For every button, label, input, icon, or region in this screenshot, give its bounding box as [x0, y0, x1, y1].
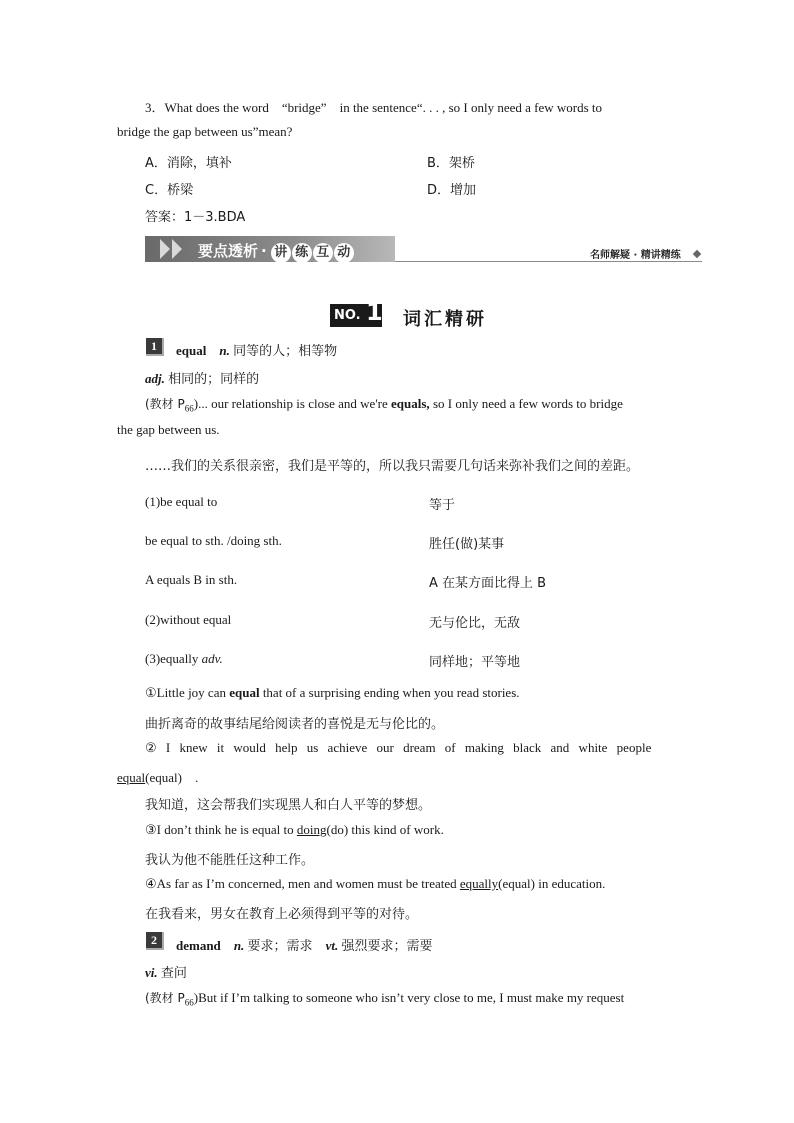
example-2-cn: 我知道，这会帮我们实现黑人和白人平等的梦想。: [145, 798, 432, 813]
demand-source-line: (教材 $P_{66})But$ if I’m talking to someone who isn’t very close to me, I must make my request: [145, 990, 625, 1008]
entry-number-badge: 2: [146, 932, 164, 950]
phrase-4-cn: 无与伦比，无敌: [429, 616, 521, 631]
banner-title: 要点透析 · 讲 练 互 动: [198, 240, 354, 263]
q3-option-d: D．增加: [427, 183, 477, 198]
q3-answer: 答案：1－3.BDA: [145, 210, 246, 225]
phrase-4-en: (2)without equal: [145, 612, 232, 627]
phrase-3-en: A equals B in sth.: [145, 572, 238, 587]
phrase-1-en: (1)be equal to: [145, 494, 218, 509]
example-1-cn: 曲折离奇的故事结尾给阅读者的喜悦是无与伦比的。: [145, 717, 445, 732]
q3-option-b: B．架桥: [427, 156, 475, 171]
example-2-line2: equal(equal) .: [117, 770, 199, 785]
equal-translation: ……我们的关系很亲密，我们是平等的，所以我只需要几句话来弥补我们之间的差距。: [145, 459, 640, 474]
phrase-2-en: be equal to sth. /doing sth.: [145, 533, 282, 548]
example-3-cn: 我认为他不能胜任这种工作。: [145, 853, 315, 868]
example-1: ①Little joy can equal that of a surprising ending when you read stories.: [145, 685, 520, 700]
q3-option-a: A．消除，填补: [145, 156, 232, 171]
phrase-5-en: (3)equally adv.: [145, 651, 223, 666]
q3-option-c: C．桥梁: [145, 183, 194, 198]
phrase-1-cn: 等于: [429, 498, 456, 513]
example-4: ④As far as I’m concerned, men and women must be treated equally(equal) in education.: [145, 876, 606, 891]
phrase-5-cn: 同样地；平等地: [429, 655, 521, 670]
chevron-right-icon: [160, 239, 170, 259]
entry-equal-headline: equal n. 同等的人；相等物: [176, 343, 338, 359]
example-3: ③I don’t think he is equal to doing(do) this kind of work.: [145, 822, 444, 837]
example-4-cn: 在我看来，男女在教育上必须得到平等的对待。: [145, 907, 419, 922]
entry-equal-adj: adj. 相同的；同样的: [145, 371, 260, 387]
chevron-right-icon: [172, 239, 182, 259]
example-2-line1: ② I knew it would help us achieve our dream of making black and white people: [145, 740, 652, 755]
diamond-icon: [693, 250, 701, 258]
phrase-3-cn: A 在某方面比得上 B: [429, 576, 547, 591]
phrase-2-cn: 胜任(做)某事: [429, 537, 505, 552]
equal-source-line2: the gap between us.: [117, 422, 220, 437]
section-title: 词汇精研: [403, 309, 487, 330]
q3-line2: bridge the gap between us”mean?: [117, 124, 293, 139]
banner-rule: [395, 261, 702, 262]
entry-number-badge: 1: [146, 338, 164, 356]
entry-demand-headline: demand n. 要求；需求 vt. 强烈要求；需要: [176, 938, 433, 954]
entry-demand-vi: vi. 查问: [145, 965, 187, 981]
section-number-badge: NO. 1: [330, 304, 382, 327]
q3-line1: 3．What does the word “bridge” in the sentence“. . . , so I only need a few words to: [145, 100, 603, 115]
equal-source-line1: (教材 $P_{66}$)... our relationship is close and we're equals, so I only need a few words to bridge: [145, 396, 623, 414]
banner-tagline: 名师解疑 · 精讲精练: [590, 250, 681, 261]
